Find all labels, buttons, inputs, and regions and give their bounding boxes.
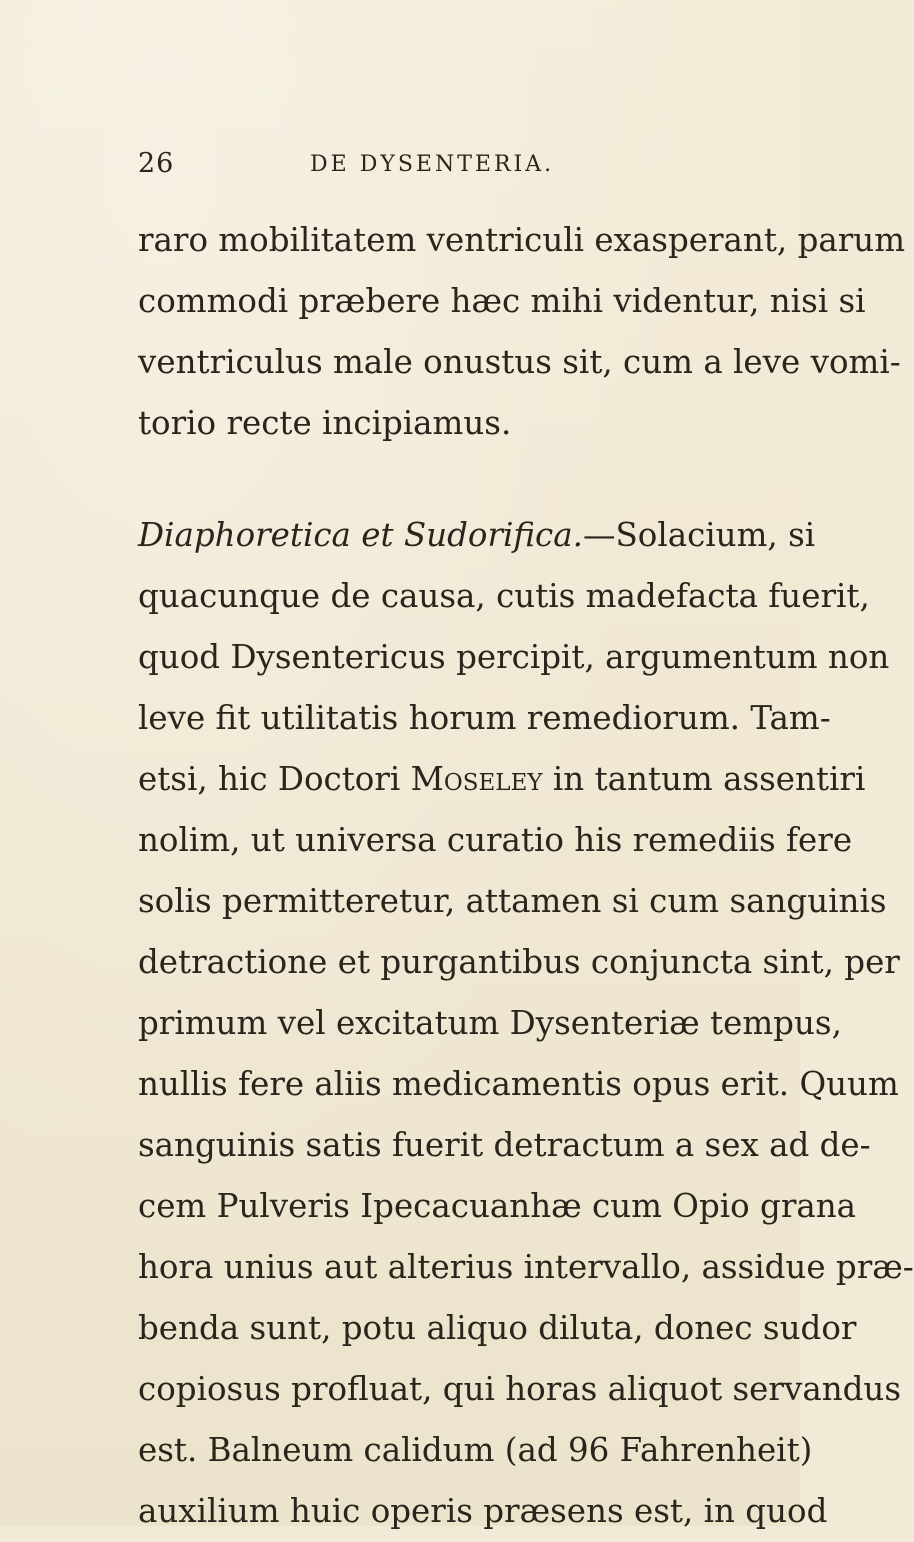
text-line: primum vel excitatum Dysenteriæ tempus, xyxy=(138,1004,842,1042)
paragraph-2 xyxy=(138,505,914,1542)
text-line: est. Balneum calidum (ad 96 Fahrenheit) xyxy=(138,1431,813,1469)
text-line: ventriculus male onustus sit, cum a leve vomi- xyxy=(138,343,901,381)
running-head: DE DYSENTERIA. xyxy=(310,152,555,177)
line-segment: in tantum assentiri xyxy=(552,760,866,798)
text-line: nullis fere aliis medicamentis opus erit. Quum xyxy=(138,1065,899,1103)
text-line: cem Pulveris Ipecacuanhæ cum Opio grana xyxy=(138,1187,857,1225)
section-heading: Diaphoretica et Sudorifica. xyxy=(138,516,583,554)
paragraph-spacer xyxy=(138,454,778,505)
line-segment: etsi, hic Doctori xyxy=(138,760,401,798)
text-line: copiosus profluat, qui horas aliquot servandus xyxy=(138,1370,902,1408)
text-line: leve fit utilitatis horum remediorum. Tam- xyxy=(138,699,831,737)
text-line: torio recte incipiamus. xyxy=(138,404,512,442)
text-line-heading xyxy=(138,505,816,566)
text-line: solis permitteretur, attamen si cum sanguinis xyxy=(138,882,887,920)
text-line: commodi præbere hæc mihi videntur, nisi si xyxy=(138,282,866,320)
text-line: quod Dysentericus percipit, argumentum non xyxy=(138,638,890,676)
text-line: sanguinis satis fuerit detractum a sex ad de- xyxy=(138,1126,871,1164)
text-line-with-name xyxy=(138,749,866,810)
heading-continuation: —Solacium, si xyxy=(582,516,816,554)
text-line: hora unius aut alterius intervallo, assidue præ- xyxy=(138,1248,914,1286)
page-number: 26 xyxy=(138,148,175,179)
author-name: Moseley xyxy=(410,760,543,798)
text-line: detractione et purgantibus conjuncta sint, per xyxy=(138,943,900,981)
text-line: quacunque de causa, cutis madefacta fuerit, xyxy=(138,577,870,615)
text-line: raro mobilitatem ventriculi exasperant, parum xyxy=(138,221,906,259)
body-text xyxy=(138,210,914,1542)
page-header xyxy=(138,148,778,188)
text-line: nolim, ut universa curatio his remediis fere xyxy=(138,821,853,859)
text-line: auxilium huic operis præsens est, in quod xyxy=(138,1492,828,1530)
paragraph-1 xyxy=(138,210,906,454)
text-line: benda sunt, potu aliquo diluta, donec sudor xyxy=(138,1309,857,1347)
